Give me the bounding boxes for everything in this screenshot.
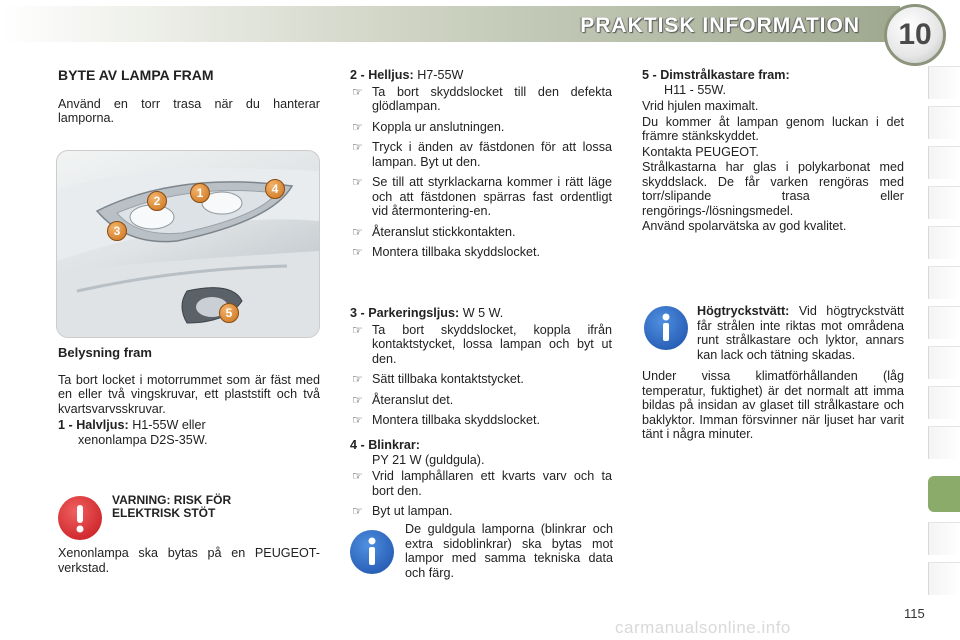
section-title: BYTE AV LAMPA FRAM: [58, 67, 214, 83]
hp-wash-text: Högtryckstvätt: Vid högtryckstvätt får strålen inte riktas mot områdena runt strålkastare och lyktor, annars kan lack och tätning skadas.: [697, 304, 904, 362]
item-2-label: 2 - Helljus:: [350, 68, 414, 82]
pointer-icon: ☞: [352, 372, 363, 386]
item-5-line: Vrid hjulen maximalt.: [642, 99, 759, 113]
item-3-value: W 5 W.: [462, 306, 504, 320]
item-5-line: Använd spolarvätska av god kvalitet.: [642, 219, 847, 233]
item-2-step: ☞ Tryck i änden av fästdonen för att lossa lampan. Byt ut den.: [352, 140, 612, 169]
page-header: [0, 0, 960, 50]
pointer-icon: ☞: [352, 175, 363, 189]
info-icon: [644, 306, 688, 350]
item-1-value-2: xenonlampa D2S-35W.: [78, 432, 208, 447]
column-2: [350, 68, 612, 266]
pointer-icon: ☞: [352, 322, 363, 337]
pointer-icon: ☞: [352, 140, 363, 154]
condensation-text: Under vissa klimatförhållanden (låg temperatur, fuktighet) är det normalt att imma bildas på insidan av glaset till strålkastare och baklyktor. Imman försvinner när ljuset har varit tänt i några minuter.: [642, 369, 904, 441]
chapter-tab[interactable]: [928, 306, 960, 339]
item-3: [350, 306, 612, 321]
item-3-step: ☞ Montera tillbaka skyddslocket.: [352, 413, 540, 427]
column-1-lower: [58, 346, 320, 451]
pointer-icon: ☞: [352, 224, 363, 239]
chapter-tab[interactable]: [928, 226, 960, 259]
item-2-step: ☞ Montera tillbaka skyddslocket.: [352, 245, 540, 259]
subsection-title: Belysning fram: [58, 345, 152, 360]
warning-icon: [58, 496, 102, 540]
callout-1: 1: [190, 183, 210, 203]
chapter-tab[interactable]: [928, 186, 960, 219]
item-1: [58, 418, 320, 433]
item-1-value: H1-55W eller: [132, 418, 206, 432]
warning-text: Xenonlampa ska bytas på en PEUGEOT-verkstad.: [58, 546, 320, 575]
warning-text-box: [58, 546, 320, 579]
chapter-tab[interactable]: [928, 562, 960, 595]
hp-wash-box: [697, 304, 904, 362]
chapter-badge: 10: [884, 4, 946, 66]
warning-title: VARNING: RISK FÖR ELEKTRISK STÖT: [112, 493, 232, 520]
callout-4: 4: [265, 179, 285, 199]
item-5-value: H11 - 55W.: [664, 82, 727, 97]
column-1: [58, 68, 320, 130]
item-5-line: Du kommer åt lampan genom luckan i det främre stänkskyddet.: [642, 114, 904, 143]
chapter-tab-active[interactable]: [928, 476, 960, 512]
item-5-line: Strålkastarna har glas i polykarbonat med skyddslack. De får varken rengöras med torr/slipande trasa eller rengörings-/lösningsmedel.: [642, 160, 904, 218]
item-2-step: ☞ Koppla ur anslutningen.: [352, 119, 505, 134]
item-2: [350, 68, 612, 83]
page-title: PRAKTISK INFORMATION: [580, 14, 860, 37]
item-5-label: 5 - Dimstrålkastare fram:: [642, 68, 790, 82]
item-4-value: PY 21 W (guldgula).: [372, 452, 485, 467]
item-3-step: ☞ Ta bort skyddslocket, koppla ifrån kontaktstycket, lossa lampan och byt ut den.: [352, 322, 612, 366]
column-2-item-3: [350, 306, 612, 434]
page-number: 115: [904, 606, 925, 621]
chapter-tab[interactable]: [928, 346, 960, 379]
headlamp-photo: [56, 150, 320, 338]
chapter-tab[interactable]: [928, 146, 960, 179]
item-3-step: ☞ Återanslut det.: [352, 392, 454, 407]
pointer-icon: ☞: [352, 245, 363, 259]
column-3: [642, 68, 904, 238]
car-front-illustration: [57, 151, 319, 337]
item-3-label: 3 - Parkeringsljus:: [350, 306, 460, 320]
item-4-step: ☞ Byt ut lampan.: [352, 504, 453, 518]
hp-wash-continued: [642, 369, 904, 446]
callout-2: 2: [147, 191, 167, 211]
item-1-label: 1 - Halvljus:: [58, 418, 129, 432]
pointer-icon: ☞: [352, 119, 363, 134]
item-2-value: H7-55W: [417, 68, 464, 82]
callout-5: 5: [219, 303, 239, 323]
chapter-tabs: [928, 66, 960, 606]
item-3-step: ☞ Sätt tillbaka kontaktstycket.: [352, 372, 524, 386]
chapter-tab[interactable]: [928, 386, 960, 419]
item-5-line: Kontakta PEUGEOT.: [642, 144, 759, 159]
chapter-tab[interactable]: [928, 106, 960, 139]
hp-wash-label: Högtryckstvätt:: [697, 304, 790, 318]
pointer-icon: ☞: [352, 392, 363, 407]
chapter-tab[interactable]: [928, 426, 960, 459]
warning-box: [112, 494, 282, 520]
info-icon: [350, 530, 394, 574]
item-2-step: ☞ Ta bort skyddslocket till den defekta glödlampan.: [352, 84, 612, 113]
chapter-tab[interactable]: [928, 266, 960, 299]
item-2-step: ☞ Se till att styrklackarna kommer i rätt läge och att fästdonen spärras fast ordentligt vid återmontering-en.: [352, 175, 612, 218]
callout-3: 3: [107, 221, 127, 241]
section-text: Ta bort locket i motorrummet som är fäst med en eller två vingskruvar, ett plaststift och två kvartsvarvsskruvar.: [58, 372, 320, 416]
item-4-label-line: [350, 438, 612, 453]
pointer-icon: ☞: [352, 84, 363, 99]
info-text: De guldgula lamporna (blinkrar och extra sidoblinkrar) ska bytas mot lampor med samma tekniska data och färg.: [405, 522, 613, 580]
item-2-step: ☞ Återanslut stickkontakten.: [352, 224, 516, 239]
item-4-step: ☞ Vrid lamphållaren ett kvarts varv och ta bort den.: [352, 469, 612, 498]
chapter-tab[interactable]: [928, 522, 960, 555]
column-2-item-4: [350, 438, 612, 525]
chapter-tab[interactable]: [928, 66, 960, 99]
intro-text: Använd en torr trasa när du hanterar lamporna.: [58, 96, 320, 125]
watermark: carmanualsonline.info: [615, 618, 791, 637]
pointer-icon: ☞: [352, 469, 363, 483]
item-4-label: 4 - Blinkrar:: [350, 438, 420, 452]
pointer-icon: ☞: [352, 504, 363, 518]
pointer-icon: ☞: [352, 413, 363, 427]
item-5-label-line: [642, 68, 904, 83]
info-box-amber: [405, 522, 613, 584]
